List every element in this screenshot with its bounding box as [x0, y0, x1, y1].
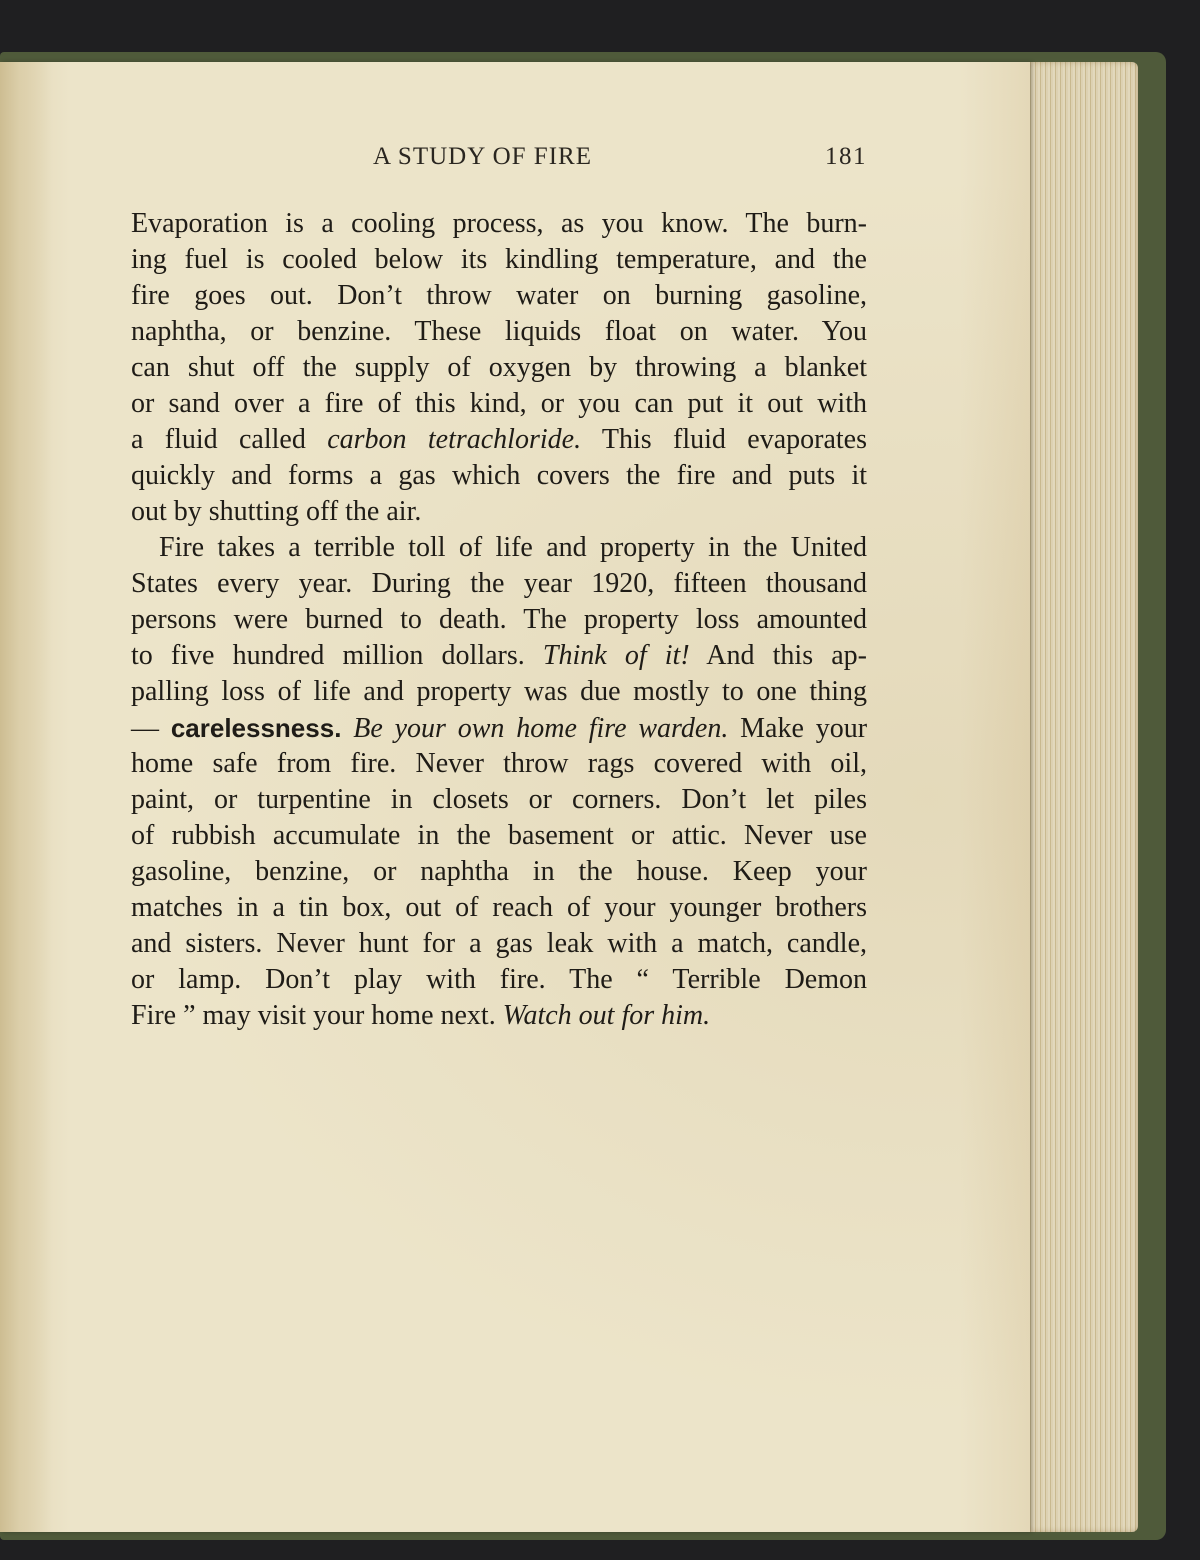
- italic-phrase: Be your own home fire warden.: [353, 713, 729, 744]
- text-run: And this ap-: [689, 640, 867, 671]
- text-line: matches in a tin box, out of reach of your younger brothers: [131, 892, 867, 923]
- text-line: palling loss of life and property was due mostly to one thing: [131, 676, 867, 707]
- text-line: and sisters. Never hunt for a gas leak with a match, candle,: [131, 928, 867, 959]
- text-run: [341, 713, 353, 744]
- text-line: [131, 998, 867, 1034]
- running-head-title: A STUDY OF FIRE: [373, 143, 592, 170]
- italic-phrase: Think of it!: [542, 640, 690, 671]
- text-line: paint, or turpentine in closets or corners. Don’t let piles: [131, 784, 867, 815]
- text-line: home safe from fire. Never throw rags covered with oil,: [131, 748, 867, 779]
- text-run: Fire ” may visit your home next.: [131, 1000, 503, 1031]
- text-line: or sand over a fire of this kind, or you can put it out with: [131, 388, 867, 419]
- page-gutter: [0, 62, 52, 1532]
- text-line: [131, 422, 867, 458]
- text-run: This fluid evaporates: [581, 424, 867, 455]
- text-line: or lamp. Don’t play with fire. The “ Terrible Demon: [131, 964, 867, 995]
- text-line: quickly and forms a gas which covers the fire and puts it: [131, 460, 867, 491]
- italic-phrase: Watch out for him.: [502, 1000, 711, 1031]
- text-line: naphtha, or benzine. These liquids float on water. You: [131, 316, 867, 347]
- text-run: Make your: [728, 713, 868, 744]
- text-line: fire goes out. Don’t throw water on burning gasoline,: [131, 280, 867, 311]
- text-run: a fluid called: [131, 424, 328, 455]
- text-line: [131, 710, 867, 746]
- text-line: gasoline, benzine, or naphtha in the house. Keep your: [131, 856, 867, 887]
- text-line: States every year. During the year 1920, fifteen thousand: [131, 568, 867, 599]
- text-line: out by shutting off the air.: [131, 496, 422, 527]
- text-line: Fire takes a terrible toll of life and property in the United: [159, 532, 867, 563]
- text-run: to five hundred million dollars.: [131, 640, 543, 671]
- body-text: [131, 206, 867, 1034]
- text-line: ing fuel is cooled below its kindling temperature, and the: [131, 244, 867, 275]
- running-head: [131, 143, 867, 179]
- text-line: Evaporation is a cooling process, as you know. The burn-: [131, 208, 867, 239]
- text-line: persons were burned to death. The property loss amounted: [131, 604, 867, 635]
- text-run: —: [131, 713, 171, 744]
- text-line: of rubbish accumulate in the basement or attic. Never use: [131, 820, 867, 851]
- text-line: can shut off the supply of oxygen by throwing a blanket: [131, 352, 867, 383]
- page-number: 181: [825, 143, 867, 170]
- italic-term: carbon tetrachloride.: [327, 424, 582, 455]
- page-edges: [1018, 62, 1138, 1532]
- bold-term: carelessness.: [170, 713, 342, 743]
- text-line: [131, 638, 867, 674]
